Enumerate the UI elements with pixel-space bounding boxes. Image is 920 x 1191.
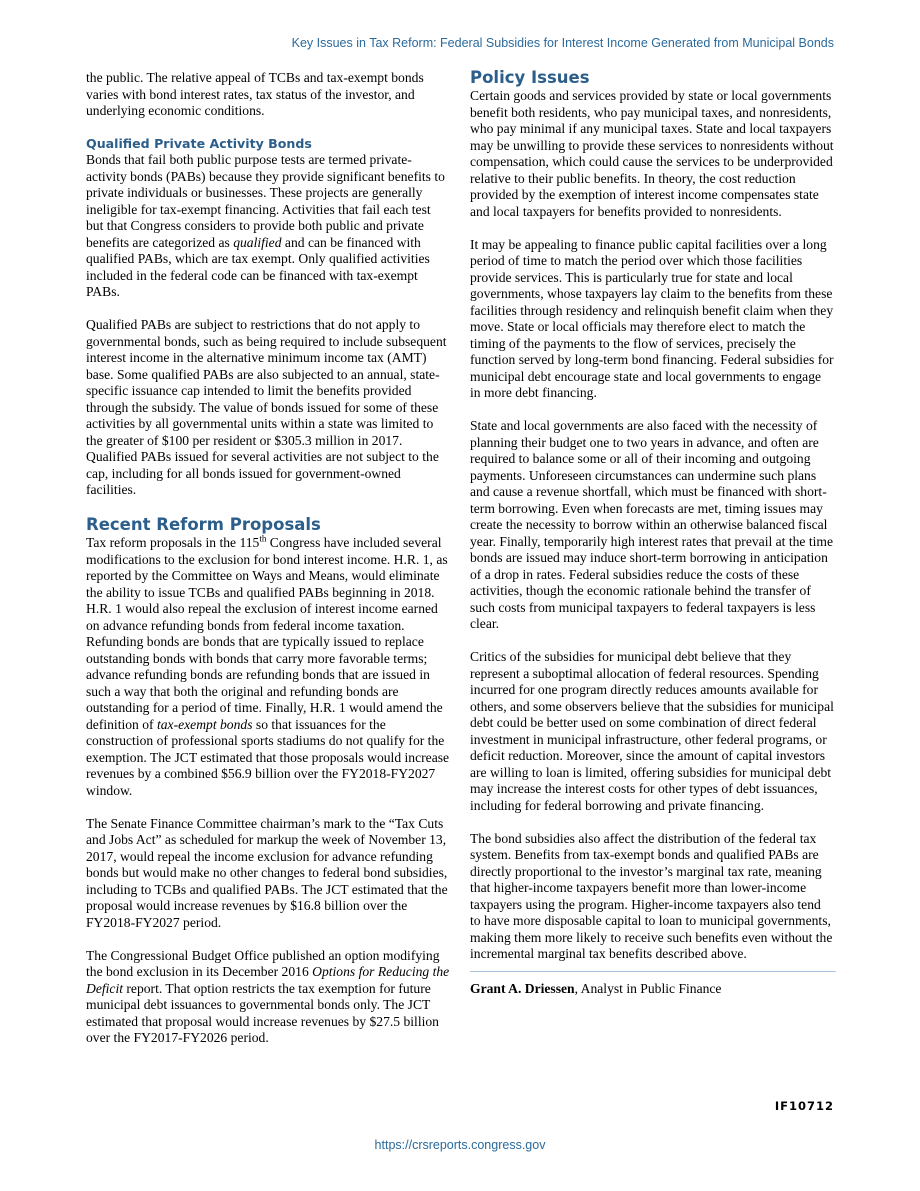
right-column xyxy=(470,70,834,1014)
author-divider xyxy=(470,971,836,972)
reform-paragraph-1: Tax reform proposals in the 115th Congress have included several modifications to the exclusion for bond interest income. H.R. 1, as reported by the Committee on Ways and Means, would eliminate the ability to issue TCBs and qualified PABs beginning in 2018. H.R. 1 would also repeal the exclusion of interest income earned on advance refunding bonds from federal income taxation. Refunding bonds are bonds that are typically issued to replace outstanding bonds with bonds that carry more favorable terms; advance refunding bonds are refunding bonds that are issued in such a way that both the original and refunding bonds are outstanding for a period of time. Finally, H.R. 1 would amend the definition of tax-exempt bonds so that issuances for the construction of professional sports stadiums do not qualify for the exemption. The JCT estimated that those proposals would increase revenues by a combined $56.9 billion over the FY2018-FY2027 window. xyxy=(86,533,450,798)
policy-paragraph-3: State and local governments are also faced with the necessity of planning their budget one to two years in advance, and often are required to balance some or all of their incoming and outgoing payments. Unforeseen circumstances can undermine such plans and cause a revenue shortfall, which must be financed with short-term borrowing. Even when forecasts are met, timing issues may create the necessity to borrow within an otherwise balanced fiscal year. Finally, temporarily high interest rates that prevail at the time bonds are issued may induce short-term borrowing in anticipation of a drop in rates. Federal subsidies reduce the costs of these activities, though the economic rationale behind the transfer of such costs from municipal taxpayers to federal taxpayers is less clear. xyxy=(470,418,834,631)
left-column xyxy=(86,70,450,1063)
section-heading-policy-issues: Policy Issues xyxy=(470,68,590,87)
reform-paragraph-2: The Senate Finance Committee chairman’s mark to the “Tax Cuts and Jobs Act” as scheduled for markup the week of November 13, 2017, would repeal the income exclusion for advance refunding bonds but would make no other changes to federal bond subsidies, including to TCBs and qualified PABs. The JCT estimated that the proposal would increase revenues by $16.8 billion over the FY2018-FY2027 period. xyxy=(86,815,448,930)
footer-url[interactable]: https://crsreports.congress.gov xyxy=(374,1138,546,1152)
intro-paragraph: the public. The relative appeal of TCBs and tax-exempt bonds varies with bond interest rates, tax status of the investor, and underlying economic conditions. xyxy=(86,70,424,118)
policy-paragraph-5: The bond subsidies also affect the distribution of the federal tax system. Benefits from tax-exempt bonds and qualified PABs are directly proportional to the investor’s marginal tax rate, meaning that higher-income taxpayers benefit more than lower-income taxpayers using the program. Higher-income taxpayers also tend to have more disposable capital to loan to municipal governments, making them more likely to receive such benefits even without the incremental marginal tax benefits described above. xyxy=(470,830,833,961)
author-title: , Analyst in Public Finance xyxy=(574,980,722,996)
emphasis-qualified: qualified xyxy=(233,234,282,250)
policy-paragraph-4: Critics of the subsidies for municipal debt believe that they represent a suboptimal allocation of federal resources. Spending incurred for one program directly reduces amounts available for others, and some observers believe that the subsidies for municipal debt could be better used on some combination of direct federal investment in municipal infrastructure, other federal programs, or deficit reduction. Moreover, since the amount of capital investors are willing to loan is limited, offering subsidies for municipal debt may increase the interest costs for other types of debt issuances, including for federal borrowing and private financing. xyxy=(470,649,834,813)
policy-paragraph-1: Certain goods and services provided by state or local governments benefit both residents, who pay municipal taxes, and nonresidents, who pay minimal if any municipal taxes. State and local taxpayers may be unwilling to provide these services to nonresidents without compensation, which could cause the services to be underprovided relative to their public benefits. In theory, the cost reduction provided by the exemption of interest income compensates state and local taxpayers for benefits provided to nonresidents. xyxy=(470,88,834,219)
policy-paragraph-2: It may be appealing to finance public capital facilities over a long period of time to match the period over which those facilities provide services. This is particularly true for state and local governments, whose taxpayers lay claim to the benefits from these facilities through residency and relinquish benefit claim when they move. State or local officials may therefore elect to match the timing of the payments to the flow of services, precisely the function served by long-term bond financing. Federal subsidies for municipal debt encourage state and local governments to engage in more debt financing. xyxy=(470,236,834,400)
emphasis-tax-exempt-bonds: tax-exempt bonds xyxy=(156,716,253,732)
running-header: Key Issues in Tax Reform: Federal Subsidies for Interest Income Generated from Municipal Bonds xyxy=(291,36,834,50)
emphasis-report-title: Options for Reducing the Deficit xyxy=(86,964,450,996)
qpab-paragraph-1: Bonds that fail both public purpose tests are termed private-activity bonds (PABs) because they provide significant benefits to private individuals or businesses. These projects are generally ineligible for tax-exempt financing. Activities that fail each test but that Congress considers to provide both public and private benefits are categorized as qualified and can be financed with qualified PABs, which are tax exempt. Only qualified activities included in the federal code can be financed with tax-exempt PABs. xyxy=(86,152,445,299)
document-id: IF10712 xyxy=(774,1099,834,1113)
section-heading-reform-proposals: Recent Reform Proposals xyxy=(86,515,321,534)
author-line xyxy=(470,981,834,998)
qpab-paragraph-2: Qualified PABs are subject to restrictions that do not apply to governmental bonds, such as being required to include subsequent interest income in the alternative minimum income tax (AMT) base. Some qualified PABs are also subjected to an annual, state-specific issuance cap intended to limit the benefits provided through the subsidy. The value of bonds issued for some of these activities by all governmental units within a state was limited to the greater of $100 per resident or $305.3 million in 2017. Qualified PABs issued for several activities are not subject to the cap, including for all bonds issued for government-owned facilities. xyxy=(86,317,447,497)
reform-paragraph-3: The Congressional Budget Office published an option modifying the bond exclusion in its December 2016 Options for Reducing the Deficit report. That option restricts the tax exemption for future municipal debt issuances to governmental bonds only. The JCT estimated that proposal would increase revenues by $27.5 billion over the FY2017-FY2026 period. xyxy=(86,947,450,1045)
author-name: Grant A. Driessen xyxy=(470,980,575,996)
section-heading-qualified-pabs: Qualified Private Activity Bonds xyxy=(86,136,312,151)
